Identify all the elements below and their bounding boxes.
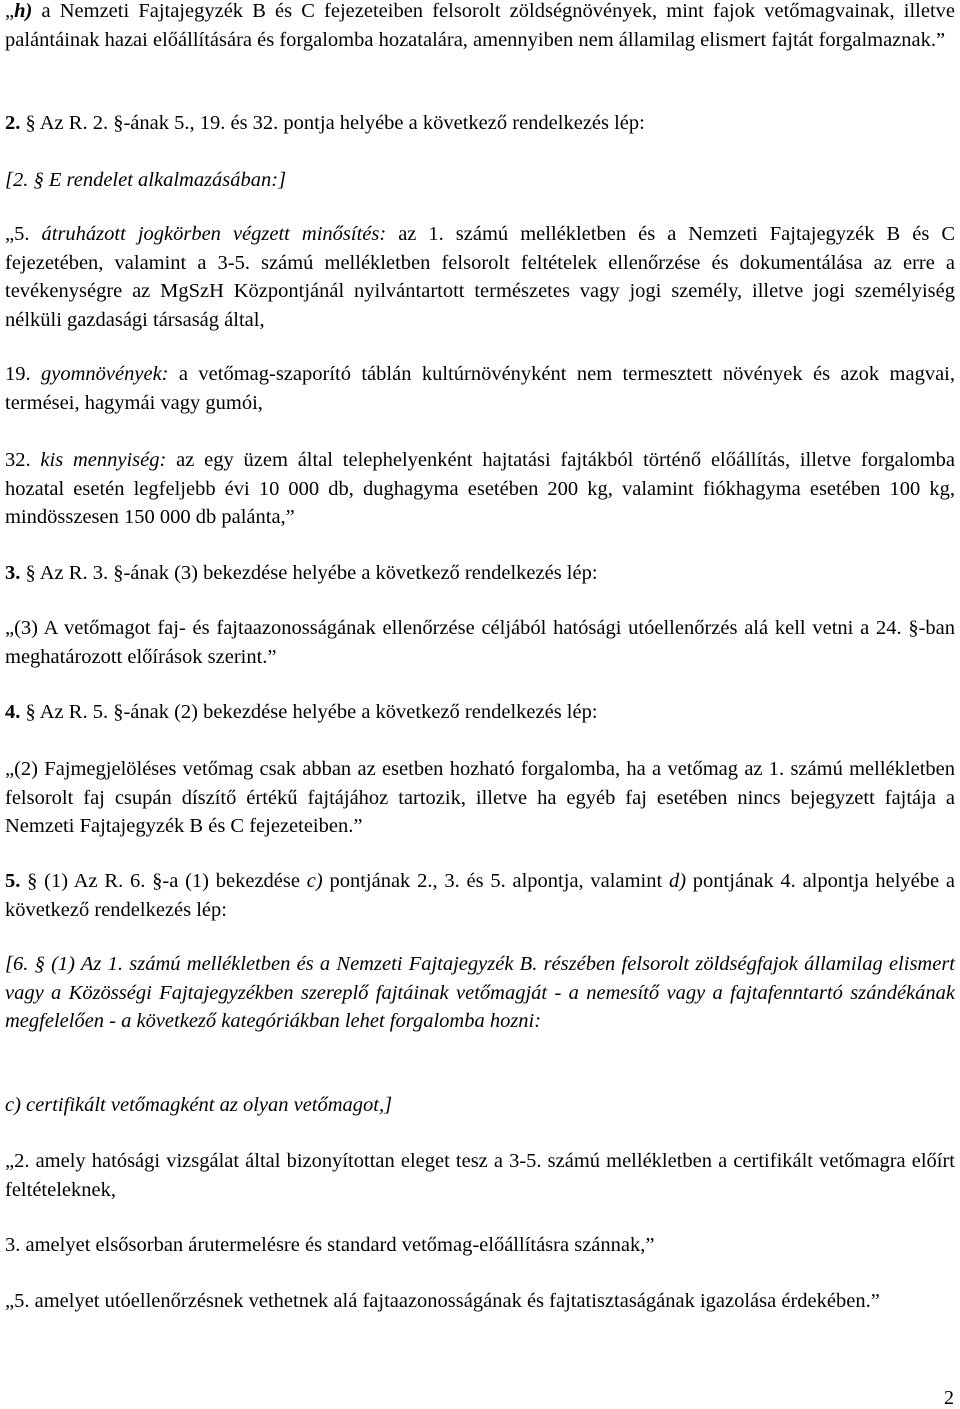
text-run: 5. (5, 870, 21, 892)
text-run: 19. (5, 363, 42, 385)
definition-point-19 (5, 360, 955, 417)
text-run: „2. amely hatósági vizsgálat által bizonyítottan eleget tesz a 3-5. számú mellékletben a certifikált vetőmagra előírt feltételeknek, (5, 1150, 955, 1201)
section-2-heading (5, 109, 955, 138)
text-run: kis mennyiség: (40, 449, 167, 471)
point-c-context (5, 1091, 955, 1120)
text-run: § Az R. 2. §-ának 5., 19. és 32. pontja helyébe a következő rendelkezés lép: (20, 112, 645, 134)
definition-point-5 (5, 220, 955, 334)
text-run: „5. (5, 223, 42, 245)
text-run: § Az R. 5. §-ának (2) bekezdése helyébe a következő rendelkezés lép: (20, 701, 598, 723)
text-run: „(2) Fajmegjelöléses vetőmag csak abban az esetben hozható forgalomba, ha a vetőmag az 1. számú mellékletben felsorolt faj csupán díszítő értékű fajtájához tartozik, illetve ha egyéb faj esetében nincs bejegyzett fajtája a Nemzeti Fajtajegyzék B és C fejezeteiben.” (5, 758, 955, 837)
section-4-heading (5, 698, 955, 727)
paragraph-h-point (5, 0, 955, 54)
text-run: [6. § (1) Az 1. számú mellékletben és a Nemzeti Fajtajegyzék B. részében felsorolt zöldségfajok államilag elismert vagy a Közösségi Fajtajegyzékben szereplő fajtáinak vetőmagját - a nemesítő vagy a fajtafenntartó szándékának megfelelően - a következő kategóriákban lehet forgalomba hozni: (5, 953, 955, 1032)
definition-point-32 (5, 446, 955, 532)
text-run: c) certifikált vetőmagként az olyan vetőmagot,] (5, 1094, 393, 1116)
section-6-context (5, 950, 955, 1036)
text-run: pontjának 4. alpontja helyébe a következő rendelkezés lép: (5, 870, 955, 921)
text-run: a vetőmag-szaporító táblán kultúrnövényként nem termesztett növények és azok magvai, termései, hagymái vagy gumói, (5, 363, 955, 414)
subpoint-2 (5, 1147, 955, 1204)
subpoint-5 (5, 1287, 955, 1316)
text-run: h) (14, 0, 33, 22)
text-run: [2. § E rendelet alkalmazásában:] (5, 169, 287, 191)
page-number: 2 (944, 1387, 954, 1409)
text-run: „ (5, 0, 15, 22)
text-run: 2. (5, 112, 21, 134)
text-run: „(3) A vetőmagot faj- és fajtaazonosságának ellenőrzése céljából hatósági utóellenőrzés alá kell vetni a 24. §-ban meghatározott előírások szerint.” (5, 617, 955, 668)
text-run: az 1. számú mellékletben és a Nemzeti Fajtajegyzék B és C fejezetében, valamint a 3-5. számú mellékletben felsorolt feltételek ellenőrzése és dokumentálása az erre a tevékenységre az MgSzH Központjánál nyilvántartott természetes vagy jogi személy, illetve jogi személyiség nélküli gazdasági társaság által, (5, 223, 955, 331)
text-run: gyomnövények: (41, 363, 169, 385)
text-run: § (1) Az R. 6. §-a (1) bekezdése (20, 870, 307, 892)
text-run: 3. amelyet elsősorban árutermelésre és standard vetőmag-előállításra szánnak,” (5, 1234, 655, 1256)
text-run: 3. (5, 562, 21, 584)
section-3-new-text (5, 614, 955, 671)
text-run: 32. (5, 449, 41, 471)
text-run: „5. amelyet utóellenőrzésnek vethetnek alá fajtaazonosságának és fajtatisztaságának igazolása érdekében.” (5, 1290, 880, 1312)
text-run: átruházott jogkörben végzett minősítés: (41, 223, 387, 245)
text-run: § Az R. 3. §-ának (3) bekezdése helyébe a következő rendelkezés lép: (20, 562, 598, 584)
text-run: c) (306, 870, 323, 892)
section-3-heading (5, 559, 955, 588)
text-run: pontjának 2., 3. és 5. alpontja, valamint (322, 870, 669, 892)
text-run: 4. (5, 701, 21, 723)
text-run: d) (668, 870, 687, 892)
section-5-heading (5, 867, 955, 924)
subpoint-3 (5, 1231, 955, 1260)
text-run: az egy üzem által telephelyenként hajtatási fajtákból történő előállítás, illetve forgalomba hozatal esetén legfeljebb évi 10 000 db, dughagyma esetében 200 kg, valamint fiókhagyma esetében 100 kg, mindösszesen 150 000 db palánta,” (5, 449, 956, 528)
section-2-context (5, 166, 955, 195)
section-4-new-text (5, 755, 955, 841)
text-run: a Nemzeti Fajtajegyzék B és C fejezeteiben felsorolt zöldségnövények, mint fajok vetőmagvainak, illetve palántáinak hazai előállítására és forgalomba hozatalára, amennyiben nem államilag elismert fajtát forgalmaznak.” (5, 0, 955, 51)
